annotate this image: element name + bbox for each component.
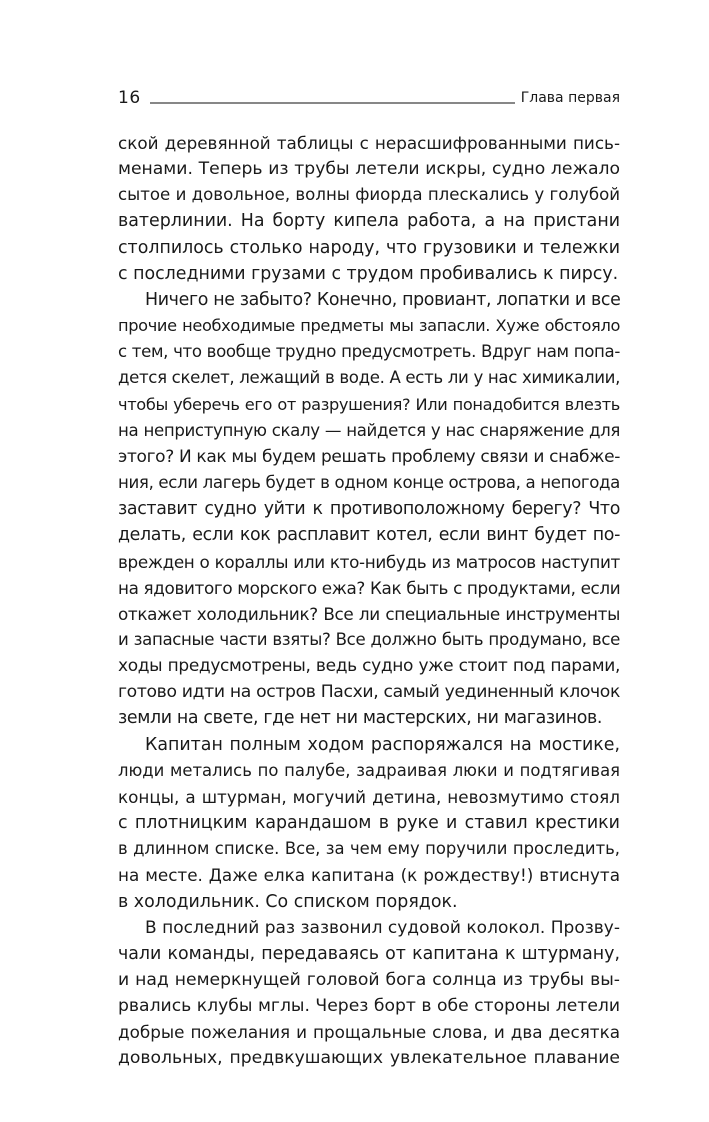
text-line: чтобы уберечь его от разрушения? Или понадобится влезть [118, 394, 620, 414]
text-line: люди метались по палубе, задраивая люки и подтягивая [118, 760, 620, 780]
text-line: Ничего не забыто? Конечно, провиант, лопатки и все [145, 289, 621, 310]
text-line: этого? И как мы будем решать проблему связи и снабже- [118, 446, 620, 467]
text-line: на месте. Даже елка капитана (к рождеству!) втиснута [118, 865, 620, 886]
page-header [118, 86, 620, 108]
text-line: довольных, предвкушающих увлекательное плавание [118, 1048, 620, 1069]
text-line: менами. Теперь из трубы летели искры, судно лежало [118, 159, 620, 180]
paragraph-2 [118, 287, 620, 732]
text-line: ния, если лагерь будет в одном конце острова, а непогода [118, 473, 620, 493]
text-line: ходы предусмотрены, ведь судно уже стоит под парами, [118, 656, 620, 677]
text-line: с последними грузами с трудом пробивались к пирсу. [118, 263, 619, 284]
text-line: чали команды, передаваясь от капитана к штурману, [118, 943, 620, 964]
text-line: прочие необходимые предметы мы запасли. Хуже обстояло [118, 316, 620, 336]
text-line: в холодильник. Со списком порядок. [118, 891, 458, 912]
header-dotted-rule [150, 98, 515, 104]
text-line: готово идти на остров Пасхи, самый уединенный клочок [118, 682, 620, 703]
text-line: с тем, что вообще трудно предусмотреть. Вдруг нам попа- [118, 342, 620, 362]
text-line: на ядовитого морского ежа? Как быть с продуктами, если [118, 577, 621, 598]
body-text [118, 130, 620, 1072]
text-line: земли на свете, где нет ни мастерских, ни магазинов. [118, 708, 603, 729]
text-line: сытое и довольное, волны фиорда плескались у голубой [118, 185, 620, 205]
text-line: заставит судно уйти к противоположному берегу? Что [118, 499, 620, 520]
text-line: и над немеркнущей головой бога солнца из трубы вы- [118, 970, 620, 990]
text-line: ской деревянной таблицы с нерасшифрованными пись- [118, 133, 620, 153]
text-line: и запасные части взяты? Все должно быть продумано, все [118, 629, 620, 649]
paragraph-3 [118, 732, 620, 915]
text-line: Капитан полным ходом распоряжался на мостике, [145, 734, 620, 755]
text-line: в длинном списке. Все, за чем ему поручили проследить, [118, 839, 620, 859]
text-line: дется скелет, лежащий в воде. А есть ли у нас химикалии, [118, 368, 620, 388]
text-line: врежден о кораллы или кто-нибудь из матросов наступит [118, 551, 620, 572]
text-line: откажет холодильник? Все ли специальные инструменты [118, 603, 620, 624]
paragraph-1 [118, 130, 620, 287]
text-line: с плотницким карандашом в руке и ставил крестики [118, 813, 620, 834]
text-line: ватерлинии. На борту кипела работа, а на пристани [118, 211, 620, 232]
text-line: рвались клубы мглы. Через борт в обе стороны летели [118, 996, 621, 1017]
running-title: Глава первая [520, 90, 620, 106]
text-line: концы, а штурман, могучий детина, невозмутимо стоял [118, 786, 620, 807]
text-line: В последний раз зазвонил судовой колокол. Прозву- [145, 917, 620, 938]
paragraph-4 [118, 915, 620, 1072]
text-line: на неприступную скалу — найдется у нас снаряжение для [118, 420, 620, 440]
page-number: 16 [118, 88, 141, 108]
text-line: делать, если кок расплавит котел, если винт будет по- [118, 525, 620, 546]
text-line: столпилось столько народу, что грузовики и тележки [118, 237, 620, 258]
text-line: добрые пожелания и прощальные слова, и два десятка [118, 1022, 620, 1043]
